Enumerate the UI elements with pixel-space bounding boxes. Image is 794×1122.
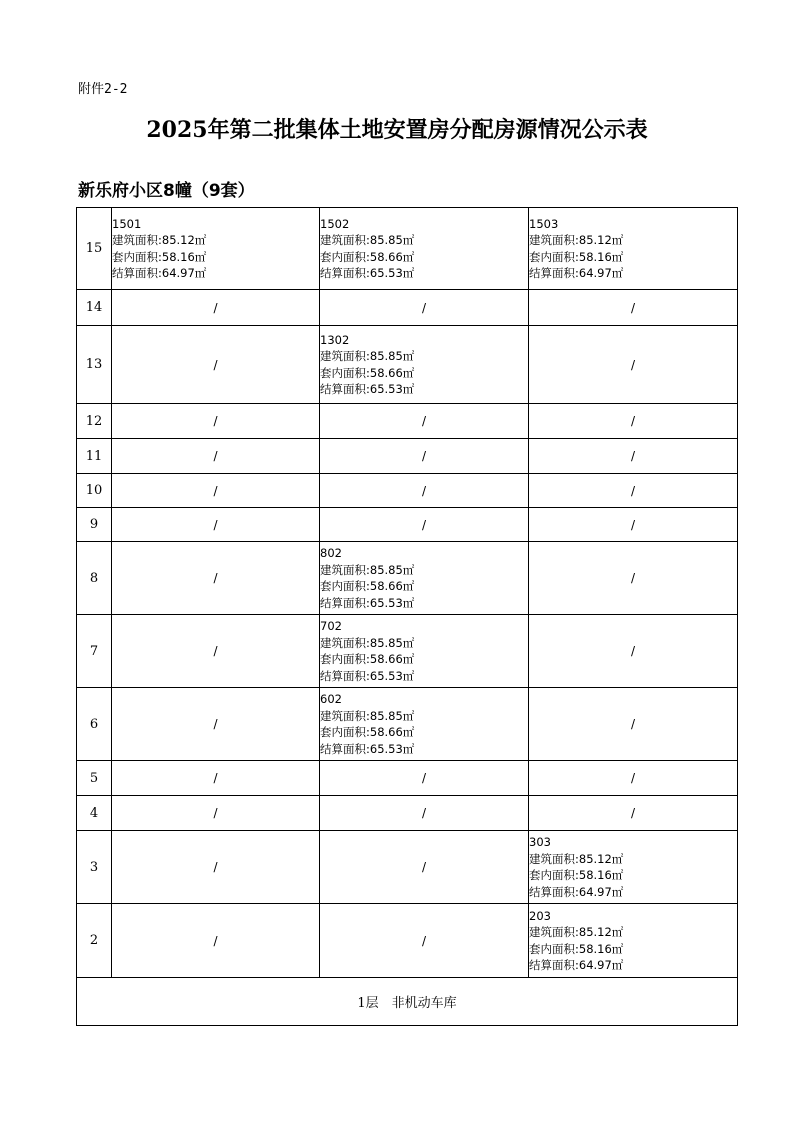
- empty-cell: [112, 688, 320, 761]
- table-body: [77, 208, 738, 978]
- empty-marker: /: [630, 449, 636, 463]
- floor-number: 4: [77, 796, 112, 831]
- empty-cell: [112, 404, 320, 439]
- empty-cell: [320, 831, 529, 904]
- building-subtitle: 新乐府小区8幢（9套）: [78, 181, 255, 201]
- building-area: 建筑面积:85.12㎡: [529, 851, 624, 866]
- empty-cell: [529, 761, 738, 796]
- building-area: 建筑面积:85.12㎡: [529, 925, 624, 939]
- empty-marker: /: [630, 571, 636, 585]
- settlement-area: 结算面积:65.53㎡: [320, 668, 415, 683]
- page-title: 2025年第二批集体土地安置房分配房源情况公示表: [146, 117, 648, 143]
- floor-row: [77, 688, 738, 761]
- empty-marker: /: [213, 414, 218, 428]
- empty-cell: [529, 326, 738, 404]
- empty-marker: /: [421, 483, 427, 498]
- empty-marker: /: [421, 300, 427, 315]
- settlement-area: 结算面积:64.97㎡: [529, 884, 624, 899]
- floor-number: 5: [77, 761, 112, 796]
- unit-number: 1502: [320, 216, 350, 231]
- empty-cell: [112, 326, 320, 404]
- floor-number: 2: [77, 904, 112, 978]
- empty-marker: /: [421, 449, 427, 463]
- empty-cell: [320, 404, 529, 439]
- floor-number: 6: [77, 688, 112, 761]
- unit-number: 702: [320, 619, 342, 633]
- empty-cell: [529, 439, 738, 474]
- building-area: 建筑面积:85.12㎡: [112, 233, 207, 247]
- unit-cell: [320, 208, 529, 290]
- empty-cell: [529, 542, 738, 615]
- empty-cell: [320, 508, 529, 542]
- empty-marker: /: [213, 860, 218, 874]
- floor-row: [77, 761, 738, 796]
- empty-cell: [320, 904, 529, 978]
- empty-marker: /: [630, 414, 636, 428]
- ground-floor-row: [77, 978, 738, 1026]
- floor-number: 9: [77, 508, 112, 542]
- empty-cell: [529, 796, 738, 831]
- building-area: 建筑面积:85.85㎡: [320, 562, 415, 577]
- empty-cell: [112, 796, 320, 831]
- building-area: 建筑面积:85.12㎡: [529, 233, 624, 247]
- floor-number: 3: [77, 831, 112, 904]
- empty-marker: /: [630, 717, 636, 731]
- empty-cell: [320, 474, 529, 508]
- empty-marker: /: [213, 644, 218, 658]
- empty-marker: /: [421, 517, 427, 532]
- empty-cell: [320, 439, 529, 474]
- empty-cell: [320, 761, 529, 796]
- floor-row: [77, 796, 738, 831]
- floor-row: [77, 326, 738, 404]
- empty-marker: /: [213, 806, 218, 820]
- inner-area: 套内面积:58.66㎡: [320, 249, 415, 264]
- settlement-area: 结算面积:65.53㎡: [320, 382, 415, 396]
- building-area: 建筑面积:85.85㎡: [320, 233, 415, 247]
- unit-cell: [320, 542, 529, 615]
- empty-cell: [112, 439, 320, 474]
- floor-row: [77, 615, 738, 688]
- empty-marker: /: [630, 771, 636, 785]
- ground-floor-label: 1层 非机动车库: [77, 978, 738, 1026]
- empty-marker: /: [421, 771, 427, 785]
- empty-marker: /: [213, 449, 218, 463]
- settlement-area: 结算面积:65.53㎡: [320, 741, 415, 756]
- empty-marker: /: [213, 483, 218, 498]
- empty-marker: /: [213, 357, 218, 372]
- empty-cell: [529, 508, 738, 542]
- inner-area: 套内面积:58.66㎡: [320, 725, 415, 739]
- floor-row: [77, 904, 738, 978]
- unit-number: 602: [320, 692, 342, 706]
- settlement-area: 结算面积:65.53㎡: [320, 595, 415, 610]
- unit-number: 303: [529, 835, 551, 849]
- empty-marker: /: [421, 806, 427, 820]
- floor-row: [77, 508, 738, 542]
- empty-cell: [529, 474, 738, 508]
- empty-marker: /: [630, 483, 636, 498]
- unit-number: 1302: [320, 332, 350, 347]
- empty-marker: /: [421, 860, 427, 874]
- inner-area: 套内面积:58.66㎡: [320, 579, 415, 593]
- empty-marker: /: [213, 300, 218, 315]
- settlement-area: 结算面积:64.97㎡: [112, 266, 207, 280]
- floor-row: [77, 542, 738, 615]
- unit-number: 203: [529, 908, 551, 923]
- inner-area: 套内面积:58.16㎡: [529, 941, 624, 956]
- unit-cell: [529, 831, 738, 904]
- inner-area: 套内面积:58.66㎡: [320, 365, 415, 380]
- floor-row: [77, 439, 738, 474]
- floor-number: 12: [77, 404, 112, 439]
- empty-marker: /: [213, 717, 218, 731]
- empty-cell: [529, 615, 738, 688]
- inner-area: 套内面积:58.16㎡: [112, 249, 207, 264]
- floor-row: [77, 831, 738, 904]
- empty-cell: [112, 474, 320, 508]
- empty-cell: [529, 290, 738, 326]
- empty-cell: [112, 831, 320, 904]
- unit-number: 1501: [112, 216, 142, 231]
- housing-allocation-table: [76, 207, 738, 1026]
- empty-marker: /: [630, 517, 636, 532]
- floor-number: 8: [77, 542, 112, 615]
- floor-row: [77, 474, 738, 508]
- empty-marker: /: [421, 414, 427, 428]
- empty-cell: [112, 761, 320, 796]
- building-area: 建筑面积:85.85㎡: [320, 635, 415, 650]
- settlement-area: 结算面积:64.97㎡: [529, 266, 624, 280]
- floor-number: 10: [77, 474, 112, 508]
- unit-cell: [320, 688, 529, 761]
- empty-marker: /: [213, 517, 218, 532]
- empty-cell: [112, 508, 320, 542]
- empty-marker: /: [630, 806, 636, 820]
- unit-cell: [320, 615, 529, 688]
- empty-marker: /: [630, 644, 636, 658]
- empty-marker: /: [630, 300, 636, 315]
- unit-cell: [320, 326, 529, 404]
- inner-area: 套内面积:58.16㎡: [529, 868, 624, 882]
- floor-row: [77, 404, 738, 439]
- empty-cell: [112, 542, 320, 615]
- settlement-area: 结算面积:65.53㎡: [320, 266, 415, 280]
- floor-number: 7: [77, 615, 112, 688]
- empty-cell: [529, 688, 738, 761]
- floor-number: 14: [77, 290, 112, 326]
- inner-area: 套内面积:58.16㎡: [529, 249, 624, 264]
- empty-marker: /: [213, 771, 218, 785]
- empty-marker: /: [630, 357, 636, 372]
- floor-number: 11: [77, 439, 112, 474]
- unit-cell: [529, 208, 738, 290]
- unit-cell: [529, 904, 738, 978]
- floor-number: 15: [77, 208, 112, 290]
- unit-number: 802: [320, 546, 342, 560]
- floor-number: 13: [77, 326, 112, 404]
- empty-cell: [112, 904, 320, 978]
- floor-row: [77, 290, 738, 326]
- inner-area: 套内面积:58.66㎡: [320, 652, 415, 666]
- empty-cell: [529, 404, 738, 439]
- empty-cell: [320, 290, 529, 326]
- attachment-label: 附件2-2: [78, 82, 128, 97]
- building-area: 建筑面积:85.85㎡: [320, 708, 415, 723]
- empty-cell: [112, 615, 320, 688]
- empty-marker: /: [213, 571, 218, 585]
- empty-marker: /: [421, 933, 427, 948]
- settlement-area: 结算面积:64.97㎡: [529, 958, 624, 972]
- building-area: 建筑面积:85.85㎡: [320, 349, 415, 363]
- empty-marker: /: [213, 933, 218, 948]
- unit-cell: [112, 208, 320, 290]
- empty-cell: [320, 796, 529, 831]
- unit-number: 1503: [529, 216, 559, 231]
- empty-cell: [112, 290, 320, 326]
- floor-row: [77, 208, 738, 290]
